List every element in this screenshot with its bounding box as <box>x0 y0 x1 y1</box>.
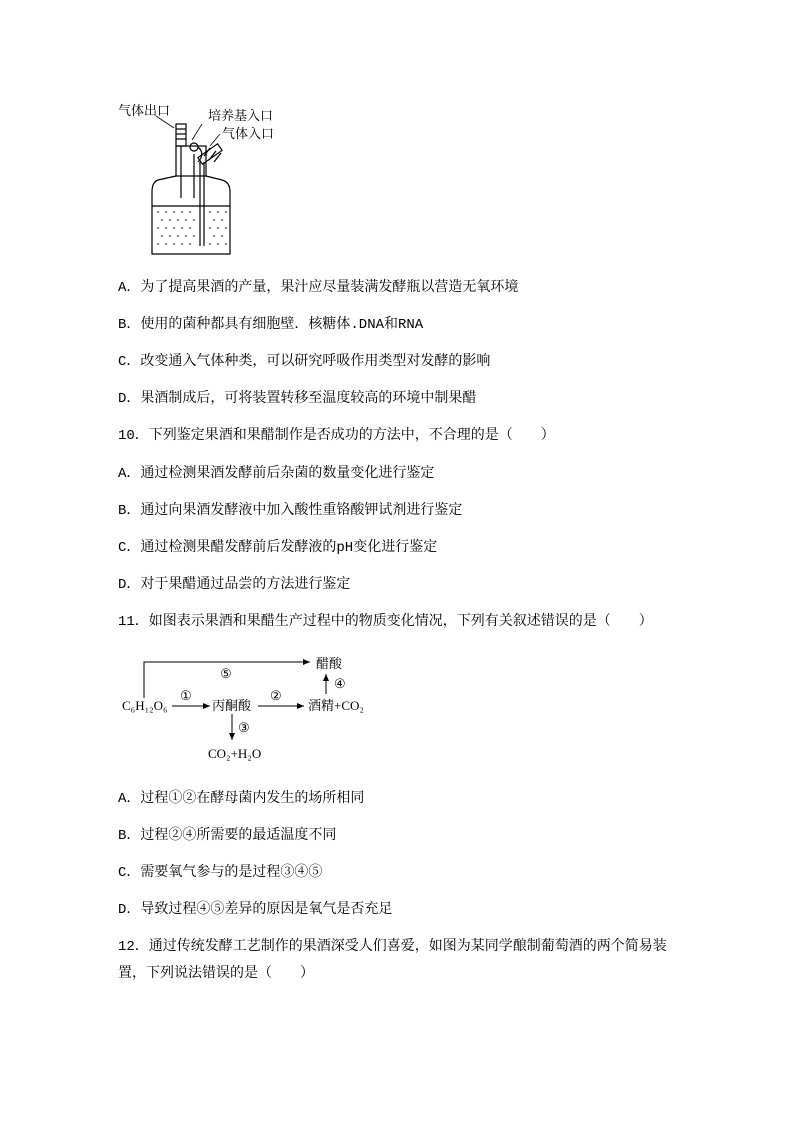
medium-inlet-label: 培养基入口 <box>208 109 274 124</box>
q10-option-b: B．通过向果酒发酵液中加入酸性重铬酸钾试剂进行鉴定 <box>118 503 463 519</box>
q9-option-a: A．为了提高果酒的产量，果汁应尽量装满发酵瓶以营造无氧环境 <box>118 280 519 296</box>
q10-option-a: A．通过检测果酒发酵前后杂菌的数量变化进行鉴定 <box>118 466 435 482</box>
q9-option-c: C．改变通入气体种类，可以研究呼吸作用类型对发酵的影响 <box>118 354 491 370</box>
q11-option-c: C．需要氧气参与的是过程③④⑤ <box>118 865 323 881</box>
liquid-dots <box>157 211 227 245</box>
q10-option-d: D．对于果醋通过品尝的方法进行鉴定 <box>118 577 351 593</box>
pyruvate-label: 丙酮酸 <box>212 698 252 713</box>
step-2-label: ② <box>270 688 282 703</box>
bottle-drawing <box>152 116 230 254</box>
fermentation-bottle-figure <box>112 96 292 262</box>
co2-h2o-label: CO₂+H₂O <box>208 746 262 761</box>
step-3-label: ③ <box>238 720 250 735</box>
q9-option-d: D．果酒制成后，可将装置转移至温度较高的环境中制果醋 <box>118 391 477 407</box>
q11-option-b: B．过程②④所需要的最适温度不同 <box>118 828 337 844</box>
step-5-label: ⑤ <box>220 666 232 681</box>
gas-outlet-label: 气体出口 <box>118 104 171 119</box>
q11-option-d: D．导致过程④⑤差异的原因是氧气是否充足 <box>118 902 393 918</box>
q12-stem: 12．通过传统发酵工艺制作的果酒深受人们喜爱，如图为某同学酿制葡萄酒的两个简易装置，下列说法错误的是（ ） <box>118 939 667 982</box>
acetic-acid-label: 醋酸 <box>316 656 343 671</box>
fermentation-pathway-diagram <box>112 648 382 768</box>
q9-option-b: B．使用的菌种都具有细胞壁．核糖体.DNA和RNA <box>118 317 424 333</box>
ethanol-co2-label: 酒精+CO₂ <box>308 698 364 713</box>
q11-option-a: A．过程①②在酵母菌内发生的场所相同 <box>118 791 365 807</box>
q11-stem: 11．如图表示果酒和果醋生产过程中的物质变化情况，下列有关叙述错误的是（ ） <box>118 614 653 630</box>
step-1-label: ① <box>180 688 192 703</box>
glucose-label: C₆H₁₂O₆ <box>122 698 168 713</box>
q10-option-c: C．通过检测果醋发酵前后发酵液的pH变化进行鉴定 <box>118 540 438 556</box>
gas-inlet-label: 气体入口 <box>222 127 275 142</box>
step-4-label: ④ <box>334 676 346 691</box>
q10-stem: 10．下列鉴定果酒和果醋制作是否成功的方法中，不合理的是（ ） <box>118 428 555 444</box>
